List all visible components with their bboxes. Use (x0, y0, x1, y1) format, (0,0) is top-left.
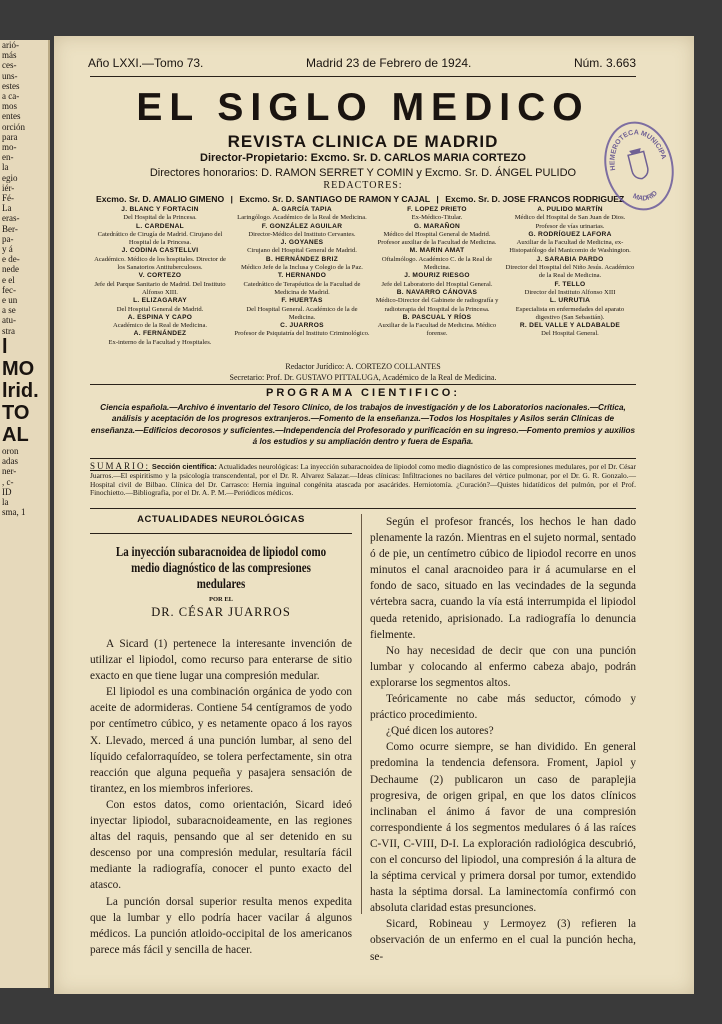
article-author: DR. CÉSAR JUARROS (151, 605, 291, 619)
staff-desc: Del Hospital General de Madrid. (116, 305, 204, 313)
editor-name: Excmo. Sr. D. SANTIAGO DE RAMON Y CAJAL (239, 194, 431, 204)
divider (90, 508, 636, 509)
staff-desc: Catedrático de Terapéutica de la Facultad de Medicina de Madrid. (243, 280, 361, 296)
paragraph: Según el profesor francés, los hechos le han dado plenamente la razón. Mientras en el sujeto normal, sentado ó de pie, un centímetro cúbico de lipiodol recorre en unos minutos el canal aracnoideo para ir á acumularse en el fondo de saco, situado en las vecindades de la segunda vértebra sacra, cuando la vía está interrumpida el lipiodol queda retenido, aprisionado. La radiografía lo denuncia fielmente. (370, 516, 637, 641)
senior-editors (90, 194, 636, 204)
prev-page-fragment: oron (2, 445, 19, 456)
paragraph: Con estos datos, como orientación, Sicard ideó inyectar lipiodol, subaracnoideamente, en las regiones altas del raquis, pensando que al ser detenido en su descenso por una compresión medular, resultaría fácil mediante la radiografía, conocer el punto exacto del atasco. (90, 798, 352, 892)
newspaper-subtitle: REVISTA CLINICA DE MADRID (227, 132, 499, 151)
staff-name: J. MOURIZ RIESGO (404, 272, 470, 280)
prev-page-fragment: y á (2, 244, 13, 255)
divider (90, 76, 636, 77)
staff-desc: Profesor de Psiquiatría del Instituto Criminológico. (234, 330, 370, 338)
sumario-label: SUMARIO: (90, 461, 151, 471)
staff-name: B. NAVARRO CÁNOVAS (396, 288, 478, 296)
divider (90, 384, 636, 385)
paragraph: Como ocurre siempre, se han dividido. En general predomina la tendencia defensora. Froment, Japiol y Dechaume (2) publicaron un caso de paraplejia progresiva, de origen gripal, en que los datos clínicos inclinaban el ánimo á favor de una compresión correspondiente á los segmentos medulares ó á las raíces C-VII, C-VIII, D-I. La exploración radiológica descubrió, con el concurso del lipiodol, una compresión á la altura de la séptima cervical y primera dorsal por tumor, extendido hasta la séptima dorsal. La laminectomía confirmó con absoluta claridad estas presunciones. (370, 741, 636, 915)
staff-name: L. ELIZAGARAY (133, 297, 187, 305)
prev-page-fragment: a ca- (2, 91, 20, 102)
staff-name: A. PULIDO MARTÍN (537, 206, 603, 213)
staff-name: M. MARIN AMAT (409, 247, 465, 255)
article-por: POR EL (208, 596, 234, 603)
staff-name: T. HERNANDO (277, 272, 327, 280)
staff-name: C. JUARROS (280, 322, 324, 330)
staff-desc: Jefe del Parque Sanitario de Madrid. Del Instituto Alfonso XIII. (94, 280, 226, 296)
prev-page-fragment: pa- (2, 233, 14, 244)
prev-page-fragment: La (2, 203, 12, 214)
staff-desc: Laringólogo. Académico de la Real de Medicina. (237, 214, 367, 222)
paragraph: Sicard, Robineau y Lermoyez (3) refieren la observación de un enfermo en el cual la punción hecha, se- (370, 918, 636, 963)
programa-title: PROGRAMA CIENTIFICO: (265, 387, 461, 399)
staff-name: F. TELLO (554, 280, 586, 288)
prev-page-fragment: la (2, 496, 9, 507)
staff-desc: Médico del Hospital de San Juan de Dios. Profesor de vías urinarias. (514, 214, 626, 230)
staff-name: B. HERNÁNDEZ BRIZ (265, 255, 339, 263)
article-body-1 (90, 636, 352, 958)
prev-page-fragment: la (2, 162, 9, 173)
prev-page-fragment: a se (2, 305, 16, 316)
prev-page-fragment: entes (2, 111, 21, 122)
article-title: La inyección subaracnoidea de lipiodol como medio diagnóstico de las compresiones medulares (115, 544, 327, 591)
stamp-bottom-text: MADRID (631, 189, 660, 203)
article-column-1 (90, 512, 352, 958)
staff-desc: Auxiliar de la Facultad de Medicina. Médico forense. (377, 322, 497, 338)
svg-text:MADRID (630, 187, 660, 206)
staff-name: J. CODINA CASTELLVI (121, 247, 199, 255)
divider (90, 458, 636, 459)
prev-page-fragment: mos (2, 101, 18, 112)
issue-date: Madrid 23 de Febrero de 1924. (305, 56, 472, 70)
issue-number: Núm. 3.663 (573, 56, 636, 70)
newspaper-title: EL SIGLO MEDICO (136, 86, 590, 129)
staff-desc: Del Hospital General. (541, 330, 599, 338)
prev-page-fragment: e el (2, 274, 15, 285)
staff-name: J. SARABIA PARDO (536, 255, 604, 263)
prev-page-fragment: e un (2, 295, 18, 306)
redactor-juridico: Redactor Jurídico: A. CORTEZO COLLANTES (285, 362, 441, 371)
staff-name: J. GOYANES (280, 239, 324, 247)
prev-page-fragment: nede (2, 264, 19, 275)
paragraph: La punción dorsal superior resulta menos expedita que la lumbar y ello podría hacer vacilar á algunos médicos. La punción atloido-occipital de los americanos parece más fácil y sencilla de hacer. (90, 895, 352, 956)
year-tomo: Año LXXI.—Tomo 73. (88, 56, 204, 70)
masthead-info (88, 56, 636, 70)
staff-name: F. HUERTAS (281, 297, 323, 305)
paragraph: No hay necesidad de decir que con una punción lumbar y colocando al enfermo cabeza abajo, podrán explorarse los segmentos altos. (370, 644, 636, 689)
redactores-label: REDACTORES: (323, 180, 403, 191)
newspaper-page (54, 36, 694, 994)
previous-page-edge (0, 40, 50, 988)
staff-desc: Ex-interno de la Facultad y Hospitales. (108, 338, 212, 346)
prev-page-fragment: estes (2, 80, 20, 91)
prev-page-heading: lrid. (2, 379, 39, 402)
staff-name: A. GARCÍA TAPIA (272, 206, 332, 213)
prev-page-fragment: stra (2, 325, 15, 336)
prev-page-fragment: ID (2, 486, 12, 497)
prev-page-fragment: Ber- (2, 223, 18, 234)
sumario (90, 462, 636, 498)
staff-name: A. ESPINA Y CAPO (127, 313, 193, 321)
editor-name: Excmo. Sr. D. JOSE FRANCOS RODRIGUEZ (445, 194, 625, 204)
article-body-2 (370, 514, 636, 965)
staff-name: F. GONZÁLEZ AGUILAR (261, 222, 343, 230)
programa-text: Ciencia española.—Archivo é inventario del Tesoro Clínico, de los trabajos de investigación y de los Laboratorios nacionales.—Crítica, análisis y aceptación de los progresos extranjeros.—Fomento de la enseñanza.—Todos los Hospitales y Asilos serán Clínicas de enseñanza.—Edificios decorosos y suficientes.—Independencia del Profesorado y purificación en su ingreso.—Fomento premios y auxilios á los estudios y su ampliación dentro y fuera de España. (90, 403, 636, 447)
staff-desc: Auxiliar de la Facultad de Medicina, ex-Histopatólogo del Manicomio de Washington. (509, 239, 631, 255)
prev-page-fragment: ner- (2, 466, 17, 477)
staff-name: R. DEL VALLE Y ALDABALDE (519, 322, 621, 330)
prev-page-fragment: atu- (2, 315, 16, 326)
sumario-text: Actualidades neurológicas: La inyección subaracnoidea de lipiodol como medio diagnóstico de las compresiones medulares, por el Dr. César Juarros.—El espiritismo y la psicología transcendental, por el Dr. R. Alvarez Salazar.—Ideas clínicas: Infiltraciones no bacilares del vértice pulmonar, por el Dr. G. R. Gonzalo.—Hospital civil de Bilbao. Clínica del Dr. Carrasco: Hernia inguinal congénita atascada por asacárides. Herniotomía. ¿Curación?—Quistes hidatídicos del pulmón, por el Prof. Finochietto.—Bibliografía, por el Dr. A. P. M.—Periódicos médicos. (90, 462, 636, 498)
prev-page-heading: MO (2, 357, 35, 380)
paragraph: Teóricamente no cabe más seductor, cómodo y práctico procedimiento. (370, 693, 636, 722)
staff-name: L. URRUTIA (549, 297, 591, 305)
prev-page-fragment: arió- (2, 40, 19, 50)
prev-page-fragment: mo- (2, 142, 17, 153)
staff-desc: Director-Médico del Instituto Cervantes. (248, 230, 356, 238)
paragraph: A Sicard (1) pertenece la interesante invención de utilizar el lipiodol, como recurso para enterarse de sitio exacto en que tiene lugar una compresión medular. (90, 638, 352, 683)
staff-name: V. CORTEZO (138, 272, 182, 280)
editor-name: Excmo. Sr. D. AMALIO GIMENO (96, 194, 225, 204)
prev-page-fragment: Fé- (2, 193, 14, 204)
staff-column-2 (234, 206, 370, 339)
prev-page-fragment: egio (2, 172, 18, 183)
prev-page-fragment: iér- (2, 182, 15, 193)
editor-sep: | (230, 194, 233, 204)
prev-page-heading: AL (2, 423, 29, 446)
prev-page-fragment: uns- (2, 70, 18, 81)
staff-desc: Del Hospital General. Académico de la de Medicina. (246, 305, 358, 321)
staff-desc: Catedrático de Cirugía de Madrid. Cirujano del Hospital de la Princesa. (97, 230, 223, 247)
staff-name: L. CARDENAL (136, 222, 184, 230)
prev-page-heading: TO (2, 401, 30, 424)
sumario-section-label: Sección científica: (151, 462, 217, 471)
prev-page-fragment: sma, 1 (2, 507, 26, 518)
staff-name: F. LOPEZ PRIETO (407, 206, 467, 213)
column-divider (361, 514, 362, 914)
staff-desc: Académico. Médico de los hospitales. Director de los Sanatorios Antituberculosos. (94, 255, 226, 272)
prev-page-fragment: en- (2, 152, 14, 163)
staff-desc: Académico de la Real de Medicina. (112, 322, 208, 330)
staff-desc: Cirujano del Hospital General de Madrid. (247, 247, 357, 255)
secretario: Secretario: Prof. Dr. GUSTAVO PITTALUGA, Académico de la Real de Medicina. (229, 373, 497, 382)
staff-name: J. BLANC Y FORTACIN (121, 206, 199, 213)
prev-page-fragment: adas (2, 456, 18, 467)
staff-desc: Jefe del Laboratorio del Hospital General. (381, 280, 493, 288)
staff-desc: Oftalmólogo. Académico C. de la Real de Medicina. (381, 255, 493, 272)
staff-desc: Director del Instituto Alfonso XIII (524, 288, 616, 296)
prev-page-fragment: para (2, 131, 18, 142)
paragraph: ¿Qué dicen los autores? (386, 725, 494, 738)
prev-page-heading: l (2, 335, 8, 358)
director-line: Director-Propietario: Excmo. Sr. D. CARLOS MARIA CORTEZO (200, 152, 526, 164)
prev-page-fragment: ces- (2, 60, 17, 71)
staff-column-4 (504, 206, 636, 339)
staff-desc: Del Hospital de la Princesa. (123, 214, 197, 222)
prev-page-fragment: e de- (2, 254, 20, 265)
stamp-top-text: HEMEROTECA MUNICIPAL (597, 126, 667, 171)
prev-page-fragment: orción (2, 121, 25, 132)
staff-column-1 (90, 206, 230, 347)
paragraph: El lipiodol es una combinación orgánica de yodo con aceite de adormideras. Contiene 54 centígramos de yodo por centímetro cúbico, y es netamente opaco á los rayos X. Llevado, merced á una punción lumbar, al seno del líquido cefalorraquídeo, se tolera perfectamente, sin otra reacción que alguna pequeña y pasajera sensación de tirantez, en los miembros inferiores. (90, 686, 352, 795)
honorary-directors: Directores honorarios: D. RAMON SERRET Y COMIN y Excmo. Sr. D. ÁNGEL PULIDO (149, 167, 577, 179)
staff-name: A. FERNÁNDEZ (133, 330, 187, 338)
staff-desc: Ex-Médico-Titular. (411, 214, 463, 222)
staff-name: G. MARAÑON (413, 222, 461, 230)
prev-page-fragment: fec- (2, 284, 16, 295)
staff-name: B. PASCUAL Y RÍOS (402, 313, 472, 321)
article-column-2 (370, 514, 636, 965)
section-heading: ACTUALIDADES NEUROLÓGICAS (137, 514, 305, 525)
staff-desc: Especialista en enfermedades del aparato digestivo (San Sebastián). (515, 305, 625, 321)
staff-name: G. RODRÍGUEZ LAFORA (528, 230, 612, 238)
prev-page-fragment: eras- (2, 213, 20, 224)
staff-column-3 (372, 206, 502, 339)
prev-page-fragment: más (2, 50, 17, 61)
staff-desc: Médico del Hospital General de Madrid. Profesor auxiliar de la Facultad de Medicina. (377, 230, 497, 247)
staff-desc: Director del Hospital del Niño Jesús. Académico de la Real de Medicina. (505, 264, 635, 280)
editor-sep: | (436, 194, 439, 204)
staff-desc: Médico Jefe de la Inclusa y Colegio de la Paz. (241, 264, 363, 272)
prev-page-fragment: , c- (2, 476, 14, 487)
staff-desc: Médico-Director del Gabinete de radiografía y radioterapia del Hospital de la Princesa. (375, 297, 499, 313)
